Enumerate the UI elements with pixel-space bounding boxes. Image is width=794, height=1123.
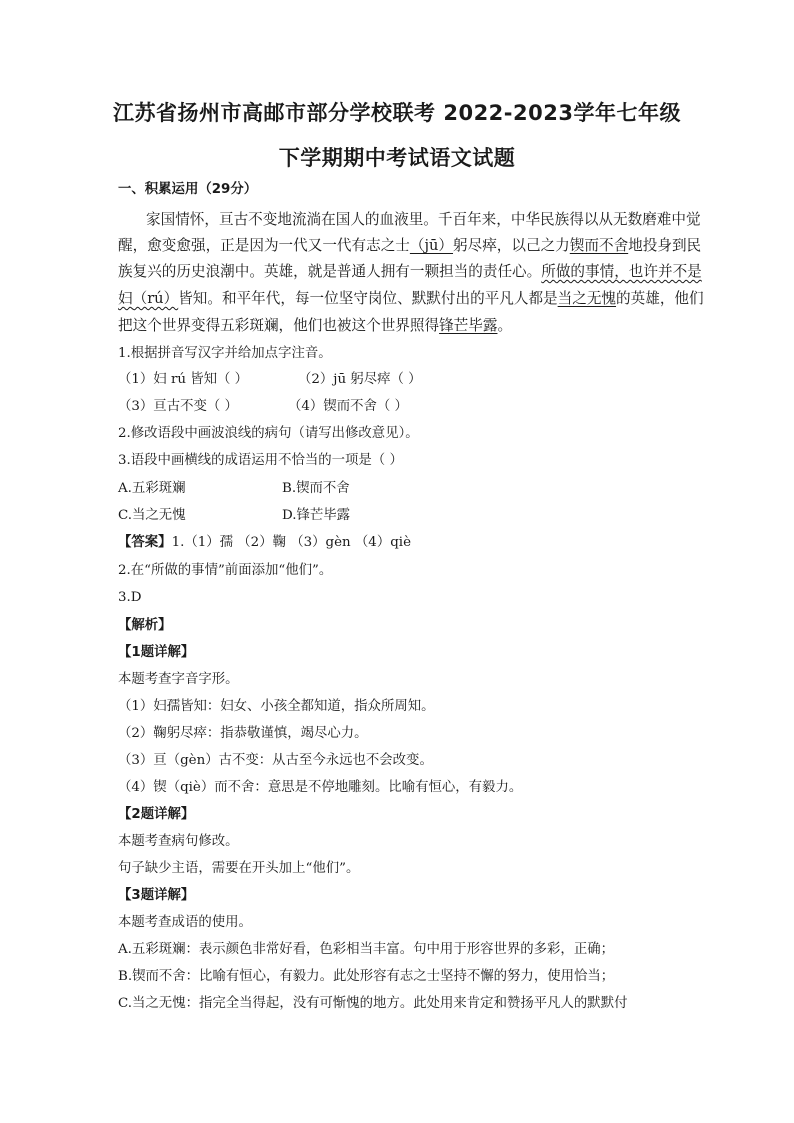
q1-item-3: （3）亘古不变（ ） [118, 399, 238, 414]
analysis-q1-item-4: （4）锲（qiè）而不舍：意思是不停地雕刻。比喻有恒心，有毅力。 [118, 780, 523, 795]
analysis-q1-label: 【1题详解】 [118, 645, 195, 660]
passage-line-2: 醒，愈变愈强，正是因为一代又一代有志之士（jū）躬尽瘁，以己之力锲而不舍地投身到民 [118, 237, 702, 254]
analysis-q3-intro: 本题考查成语的使用。 [118, 915, 252, 930]
analysis-q3-item-b: B.锲而不舍：比喻有恒心，有毅力。此处形容有志之士坚持不懈的努力，使用恰当； [118, 969, 615, 984]
analysis-q3-label: 【3题详解】 [118, 888, 195, 903]
passage-line-4: 妇（rú）皆知。和平年代，每一位坚守岗位、默默付出的平凡人都是当之无愧的英雄，他们 [118, 290, 704, 307]
analysis-q1-item-3: （3）亘（gèn）古不变：从古至今永远也不会改变。 [118, 753, 433, 768]
q3-option-d: D.锋芒毕露 [282, 508, 351, 523]
answer-2: 2.在“所做的事情”前面添加“他们”。 [118, 563, 333, 578]
underlined-idiom-fengmangbilu: 锋芒毕露 [439, 317, 498, 334]
question-2: 2.修改语段中画波浪线的病句（请写出修改意见）。 [118, 426, 419, 441]
answer-3: 3.D [118, 590, 142, 605]
analysis-q1-item-2: （2）鞠躬尽瘁：指恭敬谨慎，竭尽心力。 [118, 726, 368, 741]
analysis-label: 【解析】 [118, 618, 172, 633]
passage-line-1: 家国情怀，亘古不变地流淌在国人的血液里。千百年来，中华民族得以从无数磨难中觉 [146, 211, 701, 228]
analysis-q1-item-1: （1）妇孺皆知：妇女、小孩全都知道，指众所周知。 [118, 699, 435, 714]
analysis-q3-item-c: C.当之无愧：指完全当得起，没有可惭愧的地方。此处用来肯定和赞扬平凡人的默默付 [118, 996, 628, 1011]
answer-label: 【答案】 [118, 535, 172, 550]
passage-line-3: 族复兴的历史浪潮中。英雄，就是普通人拥有一颗担当的责任心。所做的事情，也许并不是 [118, 263, 702, 280]
q1-item-1: （1）妇 rú 皆知（ ） [118, 372, 249, 387]
q3-option-c: C.当之无愧 [118, 508, 186, 523]
analysis-q2-text: 句子缺少主语，需要在开头加上“他们”。 [118, 861, 360, 876]
underlined-idiom-dangzhiwukui: 当之无愧 [557, 290, 617, 307]
section-heading: 一、积累运用（29分） [118, 182, 258, 197]
analysis-q3-item-a: A.五彩斑斓：表示颜色非常好看，色彩相当丰富。句中用于形容世界的多彩，正确； [118, 942, 614, 957]
wavy-sick-sentence: 所做的事情，也许并不是 [541, 263, 702, 280]
analysis-q2-intro: 本题考查病句修改。 [118, 834, 239, 849]
analysis-q2-label: 【2题详解】 [118, 807, 195, 822]
answer-line-1 [118, 534, 680, 552]
answer-1: 1.（1）孺 （2）鞠 （3）gèn （4）qiè [171, 535, 411, 550]
document-title-line1: 江苏省扬州市高邮市部分学校联考 2022-2023学年七年级 [113, 101, 681, 125]
question-1: 1.根据拼音写汉字并给加点字注音。 [118, 346, 332, 361]
q1-item-2: （2）jū 躬尽瘁（ ） [298, 372, 422, 387]
document-title-line2: 下学期期中考试语文试题 [278, 146, 516, 170]
passage-line-5: 把这个世界变得五彩斑斓，他们也被这个世界照得锋芒毕露。 [118, 317, 513, 334]
underlined-idiom-qieersheshe: 锲而不舍 [569, 237, 629, 254]
question-3: 3.语段中画横线的成语运用不恰当的一项是（ ） [118, 453, 403, 468]
q3-option-a: A.五彩斑斓 [118, 481, 186, 496]
q3-option-b: B.锲而不舍 [282, 481, 350, 496]
analysis-q1-intro: 本题考查字音字形。 [118, 672, 239, 687]
q1-item-4: （4）锲而不舍（ ） [288, 399, 408, 414]
